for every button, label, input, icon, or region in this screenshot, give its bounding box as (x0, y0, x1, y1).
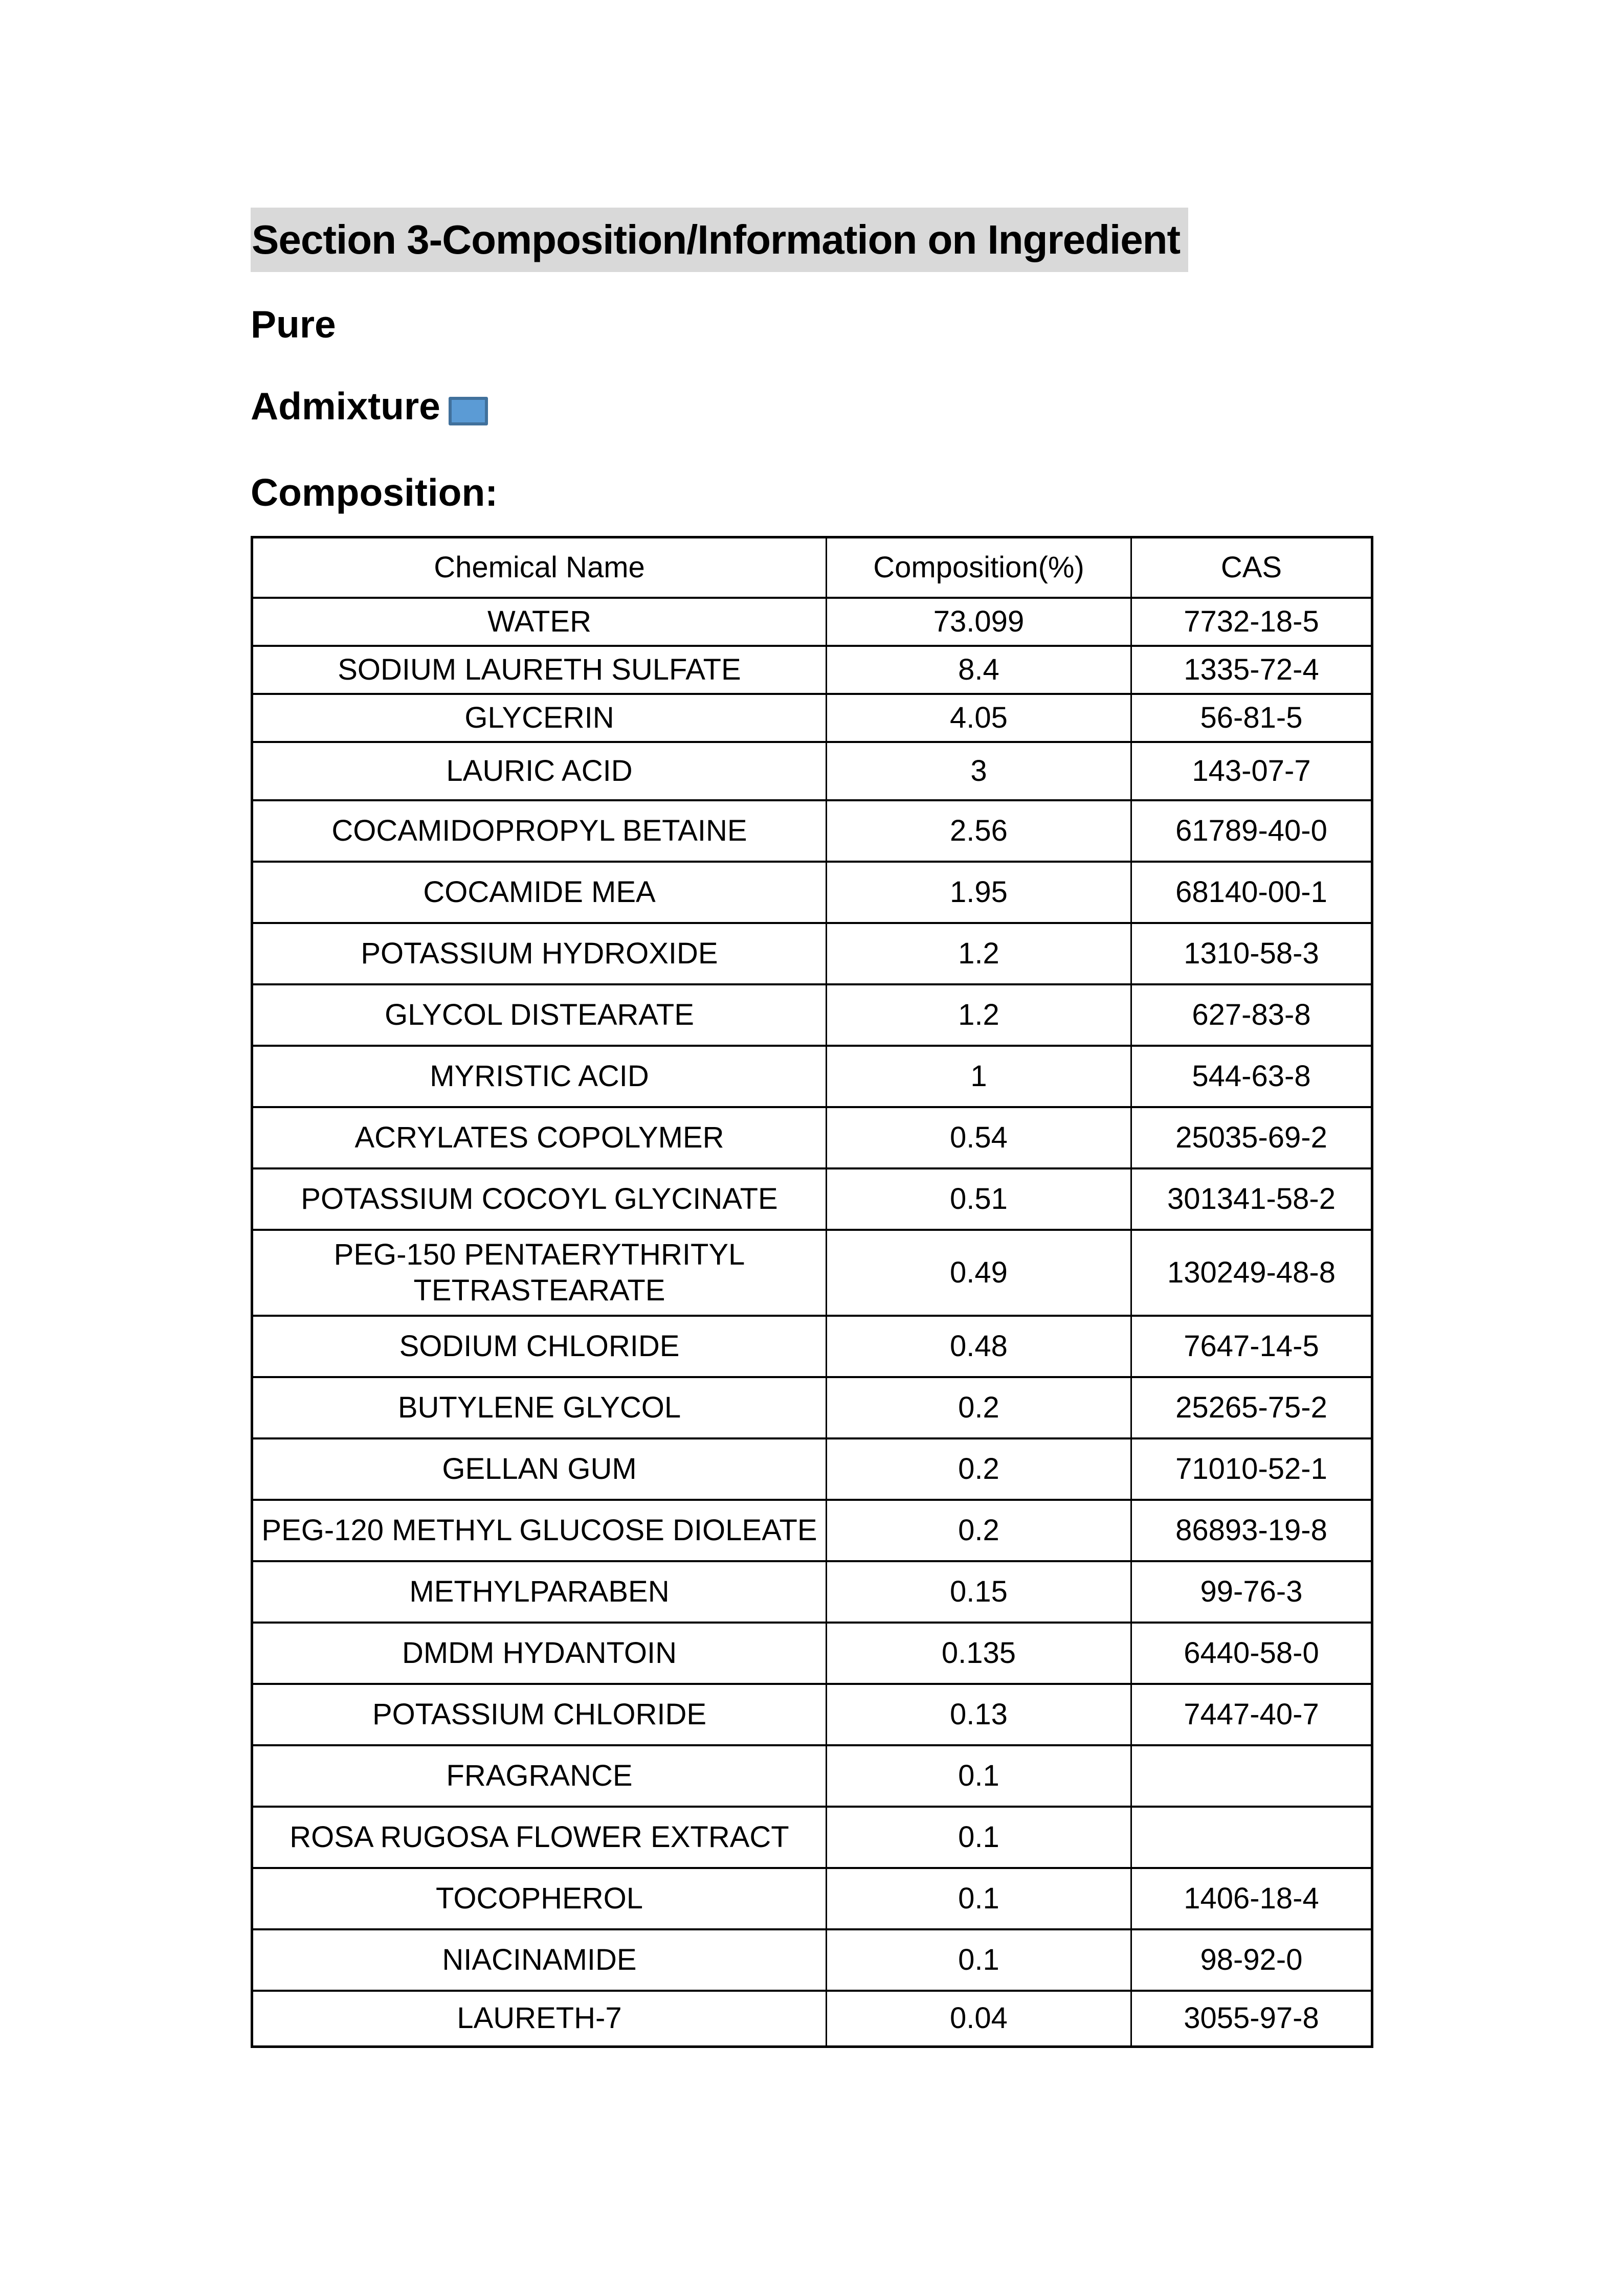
chemical-name-cell: DMDM HYDANTOIN (252, 1623, 827, 1684)
cas-number-cell: 61789-40-0 (1131, 800, 1372, 862)
composition-pct-cell: 1 (827, 1046, 1131, 1107)
cas-number-cell: 25265-75-2 (1131, 1377, 1372, 1438)
pure-label: Pure (251, 303, 336, 346)
chemical-name-cell: LAURIC ACID (252, 742, 827, 800)
cas-number-cell: 98-92-0 (1131, 1929, 1372, 1991)
table-row (252, 923, 1372, 984)
composition-pct-cell: 1.2 (827, 923, 1131, 984)
cas-number-cell: 99-76-3 (1131, 1561, 1372, 1623)
cas-number-cell: 1335-72-4 (1131, 646, 1372, 694)
cas-number-cell: 130249-48-8 (1131, 1230, 1372, 1316)
table-row (252, 1561, 1372, 1623)
composition-pct-cell: 0.135 (827, 1623, 1131, 1684)
table-row (252, 1500, 1372, 1561)
composition-pct-cell: 1.2 (827, 984, 1131, 1046)
chemical-name-cell: FRAGRANCE (252, 1745, 827, 1807)
section-title-highlight: Section 3-Composition/Information on Ingredient (251, 208, 1188, 272)
table-row (252, 1316, 1372, 1377)
table-row (252, 1438, 1372, 1500)
table-row (252, 646, 1372, 694)
chemical-name-cell: BUTYLENE GLYCOL (252, 1377, 827, 1438)
column-header-composition: Composition(%) (827, 537, 1131, 598)
table-row (252, 1807, 1372, 1868)
composition-table-body (252, 598, 1372, 2047)
table-row (252, 1168, 1372, 1230)
table-row (252, 598, 1372, 646)
table-row (252, 694, 1372, 742)
composition-pct-cell: 0.1 (827, 1807, 1131, 1868)
table-row (252, 984, 1372, 1046)
cas-number-cell: 68140-00-1 (1131, 862, 1372, 923)
admixture-checkbox (449, 397, 488, 425)
table-row (252, 742, 1372, 800)
chemical-name-cell: POTASSIUM COCOYL GLYCINATE (252, 1168, 827, 1230)
cas-number-cell (1131, 1807, 1372, 1868)
cas-number-cell: 71010-52-1 (1131, 1438, 1372, 1500)
table-row (252, 1623, 1372, 1684)
chemical-name-cell: PEG-150 PENTAERYTHRITYL TETRASTEARATE (252, 1230, 827, 1316)
composition-pct-cell: 0.2 (827, 1377, 1131, 1438)
cas-number-cell: 6440-58-0 (1131, 1623, 1372, 1684)
table-row (252, 1107, 1372, 1168)
chemical-name-cell: GELLAN GUM (252, 1438, 827, 1500)
composition-pct-cell: 8.4 (827, 646, 1131, 694)
table-row (252, 1929, 1372, 1991)
composition-table (251, 536, 1373, 2048)
cas-number-cell: 3055-97-8 (1131, 1991, 1372, 2047)
table-row (252, 1745, 1372, 1807)
chemical-name-cell: POTASSIUM HYDROXIDE (252, 923, 827, 984)
chemical-name-cell: WATER (252, 598, 827, 646)
admixture-label: Admixture (251, 385, 440, 427)
column-header-chemical-name: Chemical Name (252, 537, 827, 598)
cas-number-cell: 56-81-5 (1131, 694, 1372, 742)
chemical-name-cell: TOCOPHEROL (252, 1868, 827, 1929)
cas-number-cell: 25035-69-2 (1131, 1107, 1372, 1168)
composition-pct-cell: 0.51 (827, 1168, 1131, 1230)
composition-pct-cell: 73.099 (827, 598, 1131, 646)
composition-pct-cell: 0.2 (827, 1438, 1131, 1500)
chemical-name-cell: PEG-120 METHYL GLUCOSE DIOLEATE (252, 1500, 827, 1561)
composition-pct-cell: 0.1 (827, 1868, 1131, 1929)
composition-table-header (252, 537, 1372, 598)
cas-number-cell: 7732-18-5 (1131, 598, 1372, 646)
table-row (252, 1684, 1372, 1745)
chemical-name-cell: GLYCERIN (252, 694, 827, 742)
composition-pct-cell: 0.04 (827, 1991, 1131, 2047)
table-row (252, 1868, 1372, 1929)
cas-number-cell: 1310-58-3 (1131, 923, 1372, 984)
table-row (252, 1230, 1372, 1316)
chemical-name-cell: LAURETH-7 (252, 1991, 827, 2047)
chemical-name-cell: SODIUM LAURETH SULFATE (252, 646, 827, 694)
admixture-line (251, 386, 1373, 426)
header-row (252, 537, 1372, 598)
composition-pct-cell: 0.49 (827, 1230, 1131, 1316)
composition-pct-cell: 2.56 (827, 800, 1131, 862)
table-row (252, 800, 1372, 862)
composition-pct-cell: 0.1 (827, 1745, 1131, 1807)
table-row (252, 1046, 1372, 1107)
section-title (251, 208, 1373, 272)
table-row (252, 1991, 1372, 2047)
column-header-cas: CAS (1131, 537, 1372, 598)
composition-pct-cell: 0.1 (827, 1929, 1131, 1991)
composition-pct-cell: 0.54 (827, 1107, 1131, 1168)
chemical-name-cell: GLYCOL DISTEARATE (252, 984, 827, 1046)
table-row (252, 862, 1372, 923)
composition-pct-cell: 0.15 (827, 1561, 1131, 1623)
chemical-name-cell: METHYLPARABEN (252, 1561, 827, 1623)
chemical-name-cell: COCAMIDE MEA (252, 862, 827, 923)
chemical-name-cell: NIACINAMIDE (252, 1929, 827, 1991)
chemical-name-cell: MYRISTIC ACID (252, 1046, 827, 1107)
composition-pct-cell: 0.48 (827, 1316, 1131, 1377)
cas-number-cell: 1406-18-4 (1131, 1868, 1372, 1929)
composition-pct-cell: 3 (827, 742, 1131, 800)
cas-number-cell: 7647-14-5 (1131, 1316, 1372, 1377)
cas-number-cell: 627-83-8 (1131, 984, 1372, 1046)
cas-number-cell: 143-07-7 (1131, 742, 1372, 800)
chemical-name-cell: SODIUM CHLORIDE (252, 1316, 827, 1377)
composition-pct-cell: 0.13 (827, 1684, 1131, 1745)
cas-number-cell: 86893-19-8 (1131, 1500, 1372, 1561)
cas-number-cell (1131, 1745, 1372, 1807)
chemical-name-cell: POTASSIUM CHLORIDE (252, 1684, 827, 1745)
composition-label: Composition: (251, 471, 498, 514)
composition-pct-cell: 1.95 (827, 862, 1131, 923)
table-row (252, 1377, 1372, 1438)
chemical-name-cell: COCAMIDOPROPYL BETAINE (252, 800, 827, 862)
chemical-name-cell: ROSA RUGOSA FLOWER EXTRACT (252, 1807, 827, 1868)
chemical-name-cell: ACRYLATES COPOLYMER (252, 1107, 827, 1168)
cas-number-cell: 301341-58-2 (1131, 1168, 1372, 1230)
composition-pct-cell: 0.2 (827, 1500, 1131, 1561)
composition-pct-cell: 4.05 (827, 694, 1131, 742)
cas-number-cell: 544-63-8 (1131, 1046, 1372, 1107)
cas-number-cell: 7447-40-7 (1131, 1684, 1372, 1745)
